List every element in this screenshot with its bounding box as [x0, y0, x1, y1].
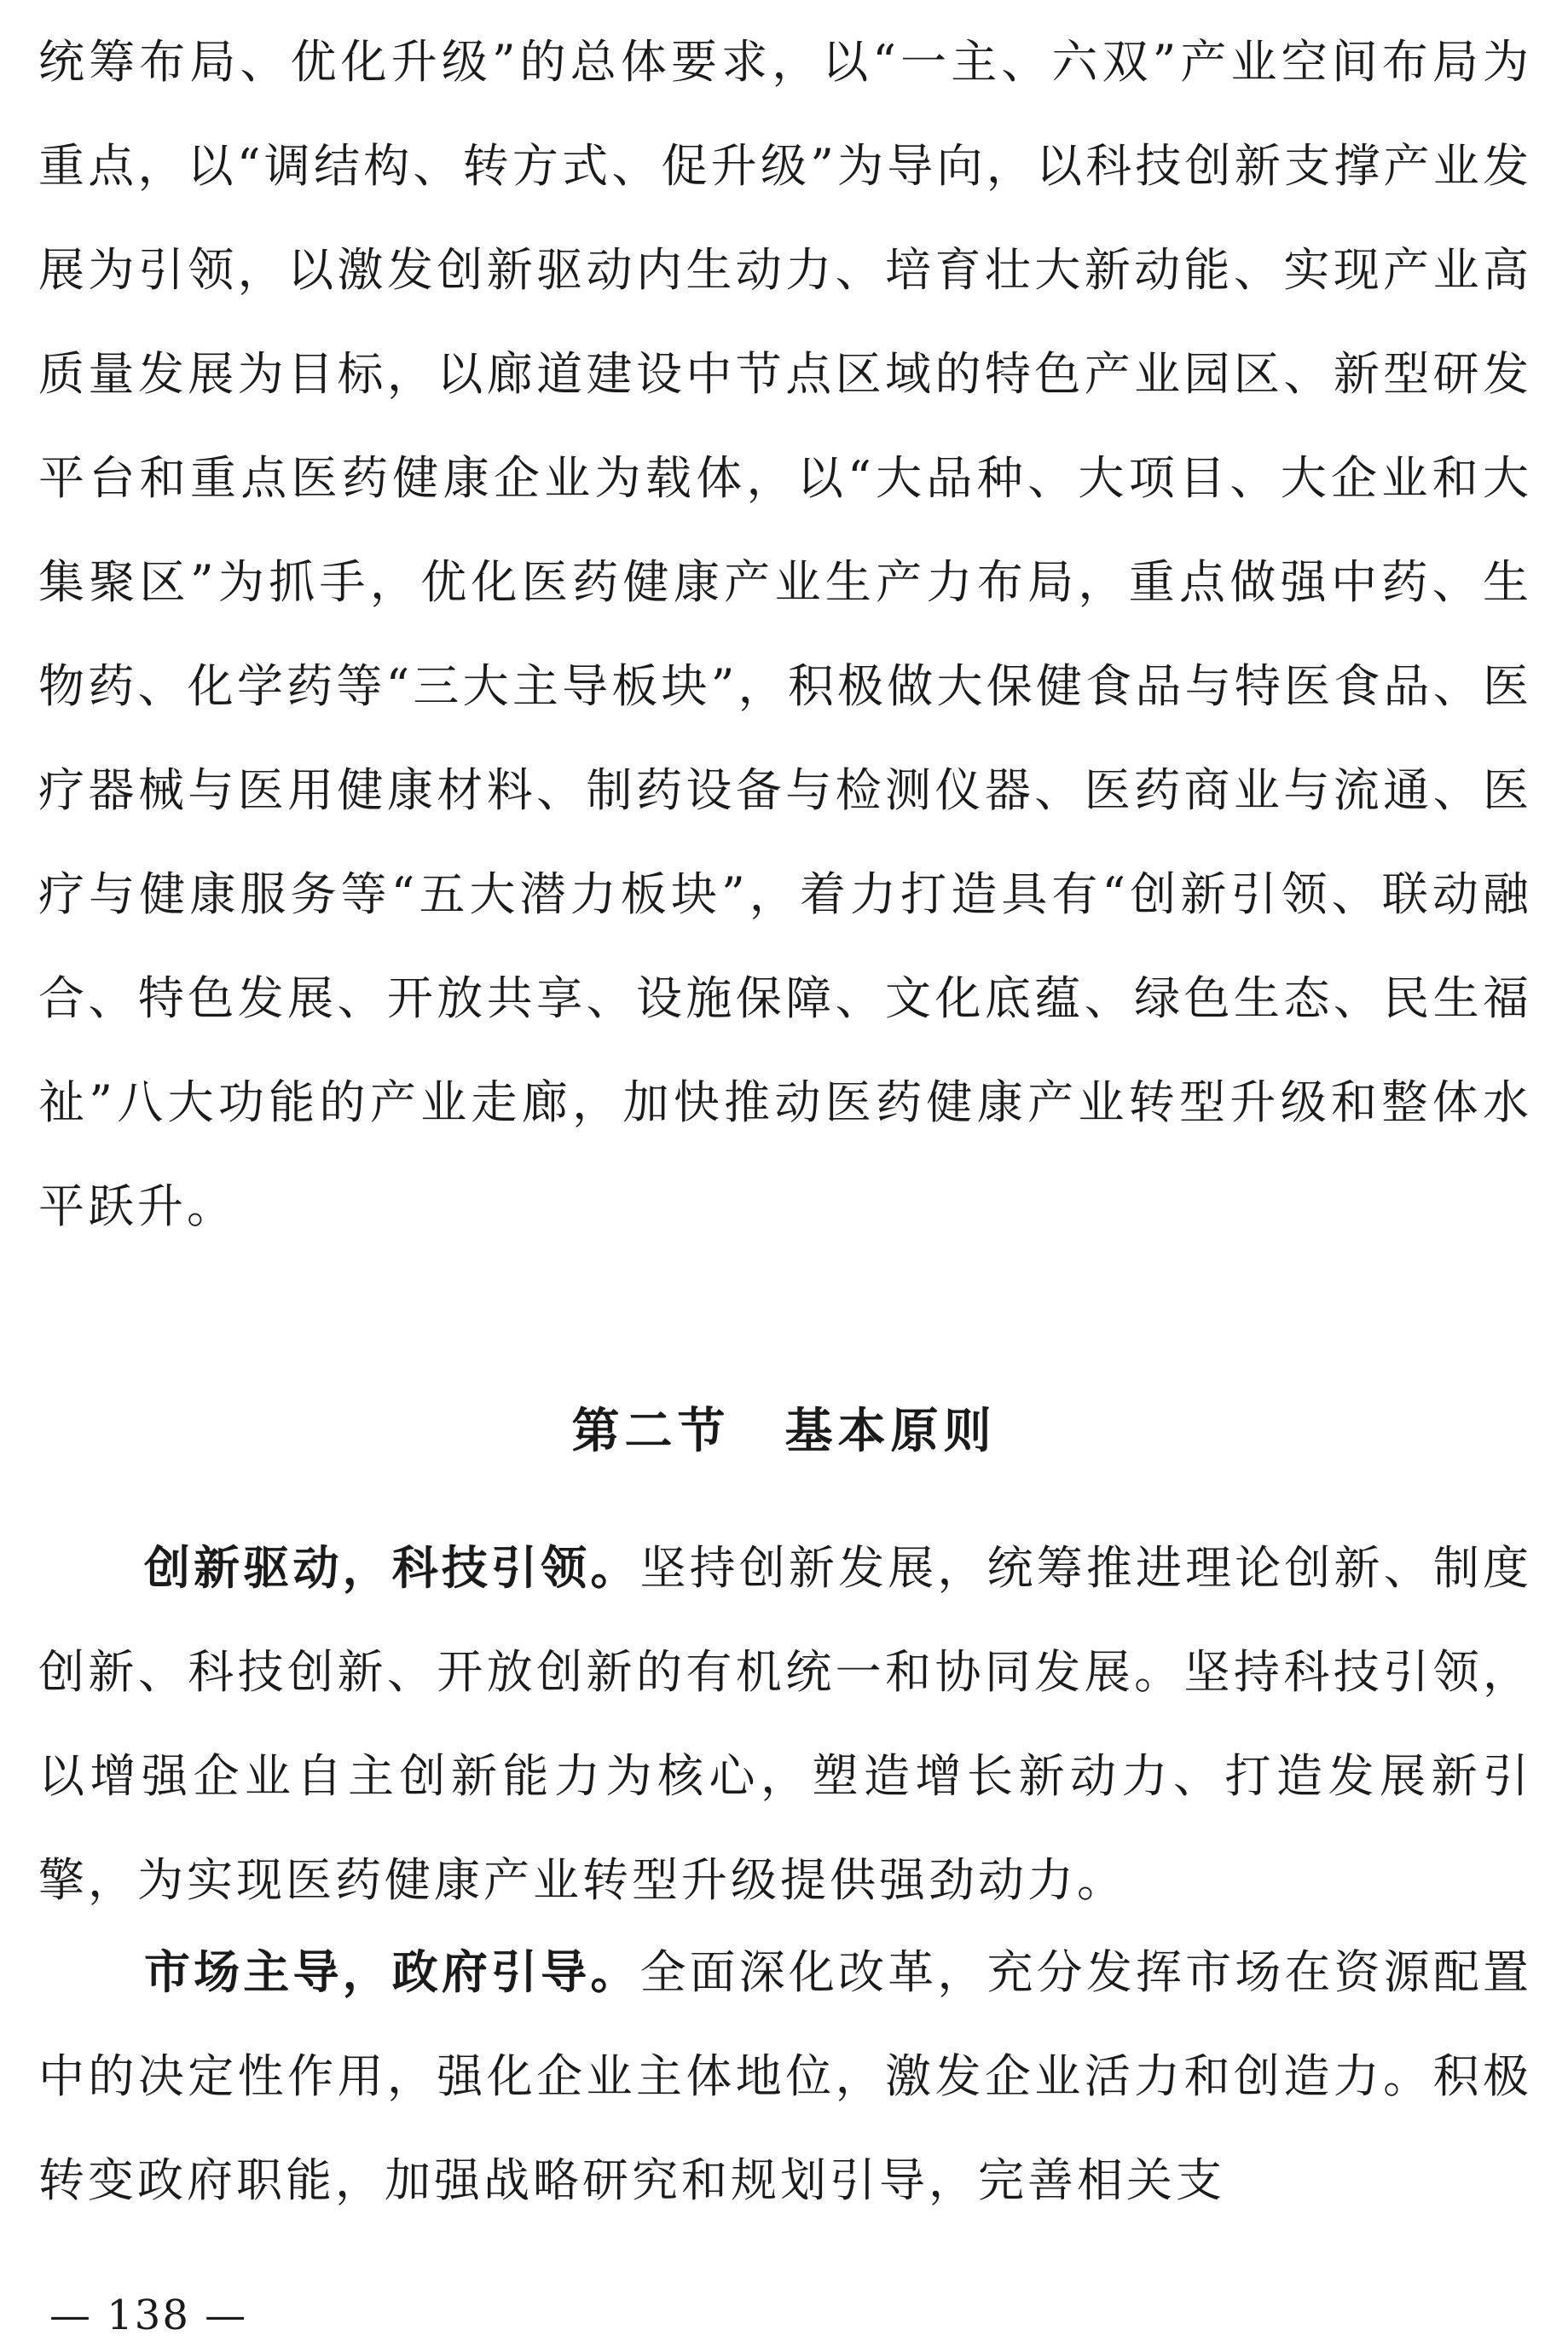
principle-body: 全面深化改革，充分发挥市场在资源配置中的决定性作用，强化企业主体地位，激发企业活力和创造力。积极转变政府职能，加强战略研究和规划引导，完善相关支 — [38, 1945, 1533, 2207]
principle-paragraph-market — [38, 1921, 1532, 2233]
principle-paragraph-innovation — [38, 1516, 1532, 1932]
section-title: 基本原则 — [784, 1404, 997, 1459]
principle-lead: 创新驱动，科技引领。 — [144, 1541, 640, 1595]
page-number: — 138 — — [49, 2292, 248, 2339]
principle-body: 坚持创新发展，统筹推进理论创新、制度创新、科技创新、开放创新的有机统一和协同发展。坚持科技引领，以增强企业自主创新能力为核心，塑造增长新动力、打造发展新引擎，为实现医药健康产业转型升级提供强劲动力。 — [38, 1541, 1533, 1907]
principle-lead: 市场主导，政府引导。 — [144, 1945, 640, 1999]
section-heading — [0, 1380, 1568, 1484]
section-number: 第二节 — [571, 1404, 731, 1459]
body-paragraph-intro: 统筹布局、优化升级”的总体要求，以“一主、六双”产业空间布局为重点，以“调结构、转方式、促升级”为导向，以科技创新支撑产业发展为引领，以激发创新驱动内生动力、培育壮大新动能、实现产业高质量发展为目标，以廊道建设中节点区域的特色产业园区、新型研发平台和重点医药健康企业为载体，以“大品种、大项目、大企业和大集聚区”为抓手，优化医药健康产业生产力布局，重点做强中药、生物药、化学药等“三大主导板块”，积极做大保健食品与特医食品、医疗器械与医用健康材料、制药设备与检测仪器、医药商业与流通、医疗与健康服务等“五大潜力板块”，着力打造具有“创新引领、联动融合、特色发展、开放共享、设施保障、文化底蕴、绿色生态、民生福祉”八大功能的产业走廊，加快推动医药健康产业转型升级和整体水平跃升。 — [38, 35, 1532, 1233]
